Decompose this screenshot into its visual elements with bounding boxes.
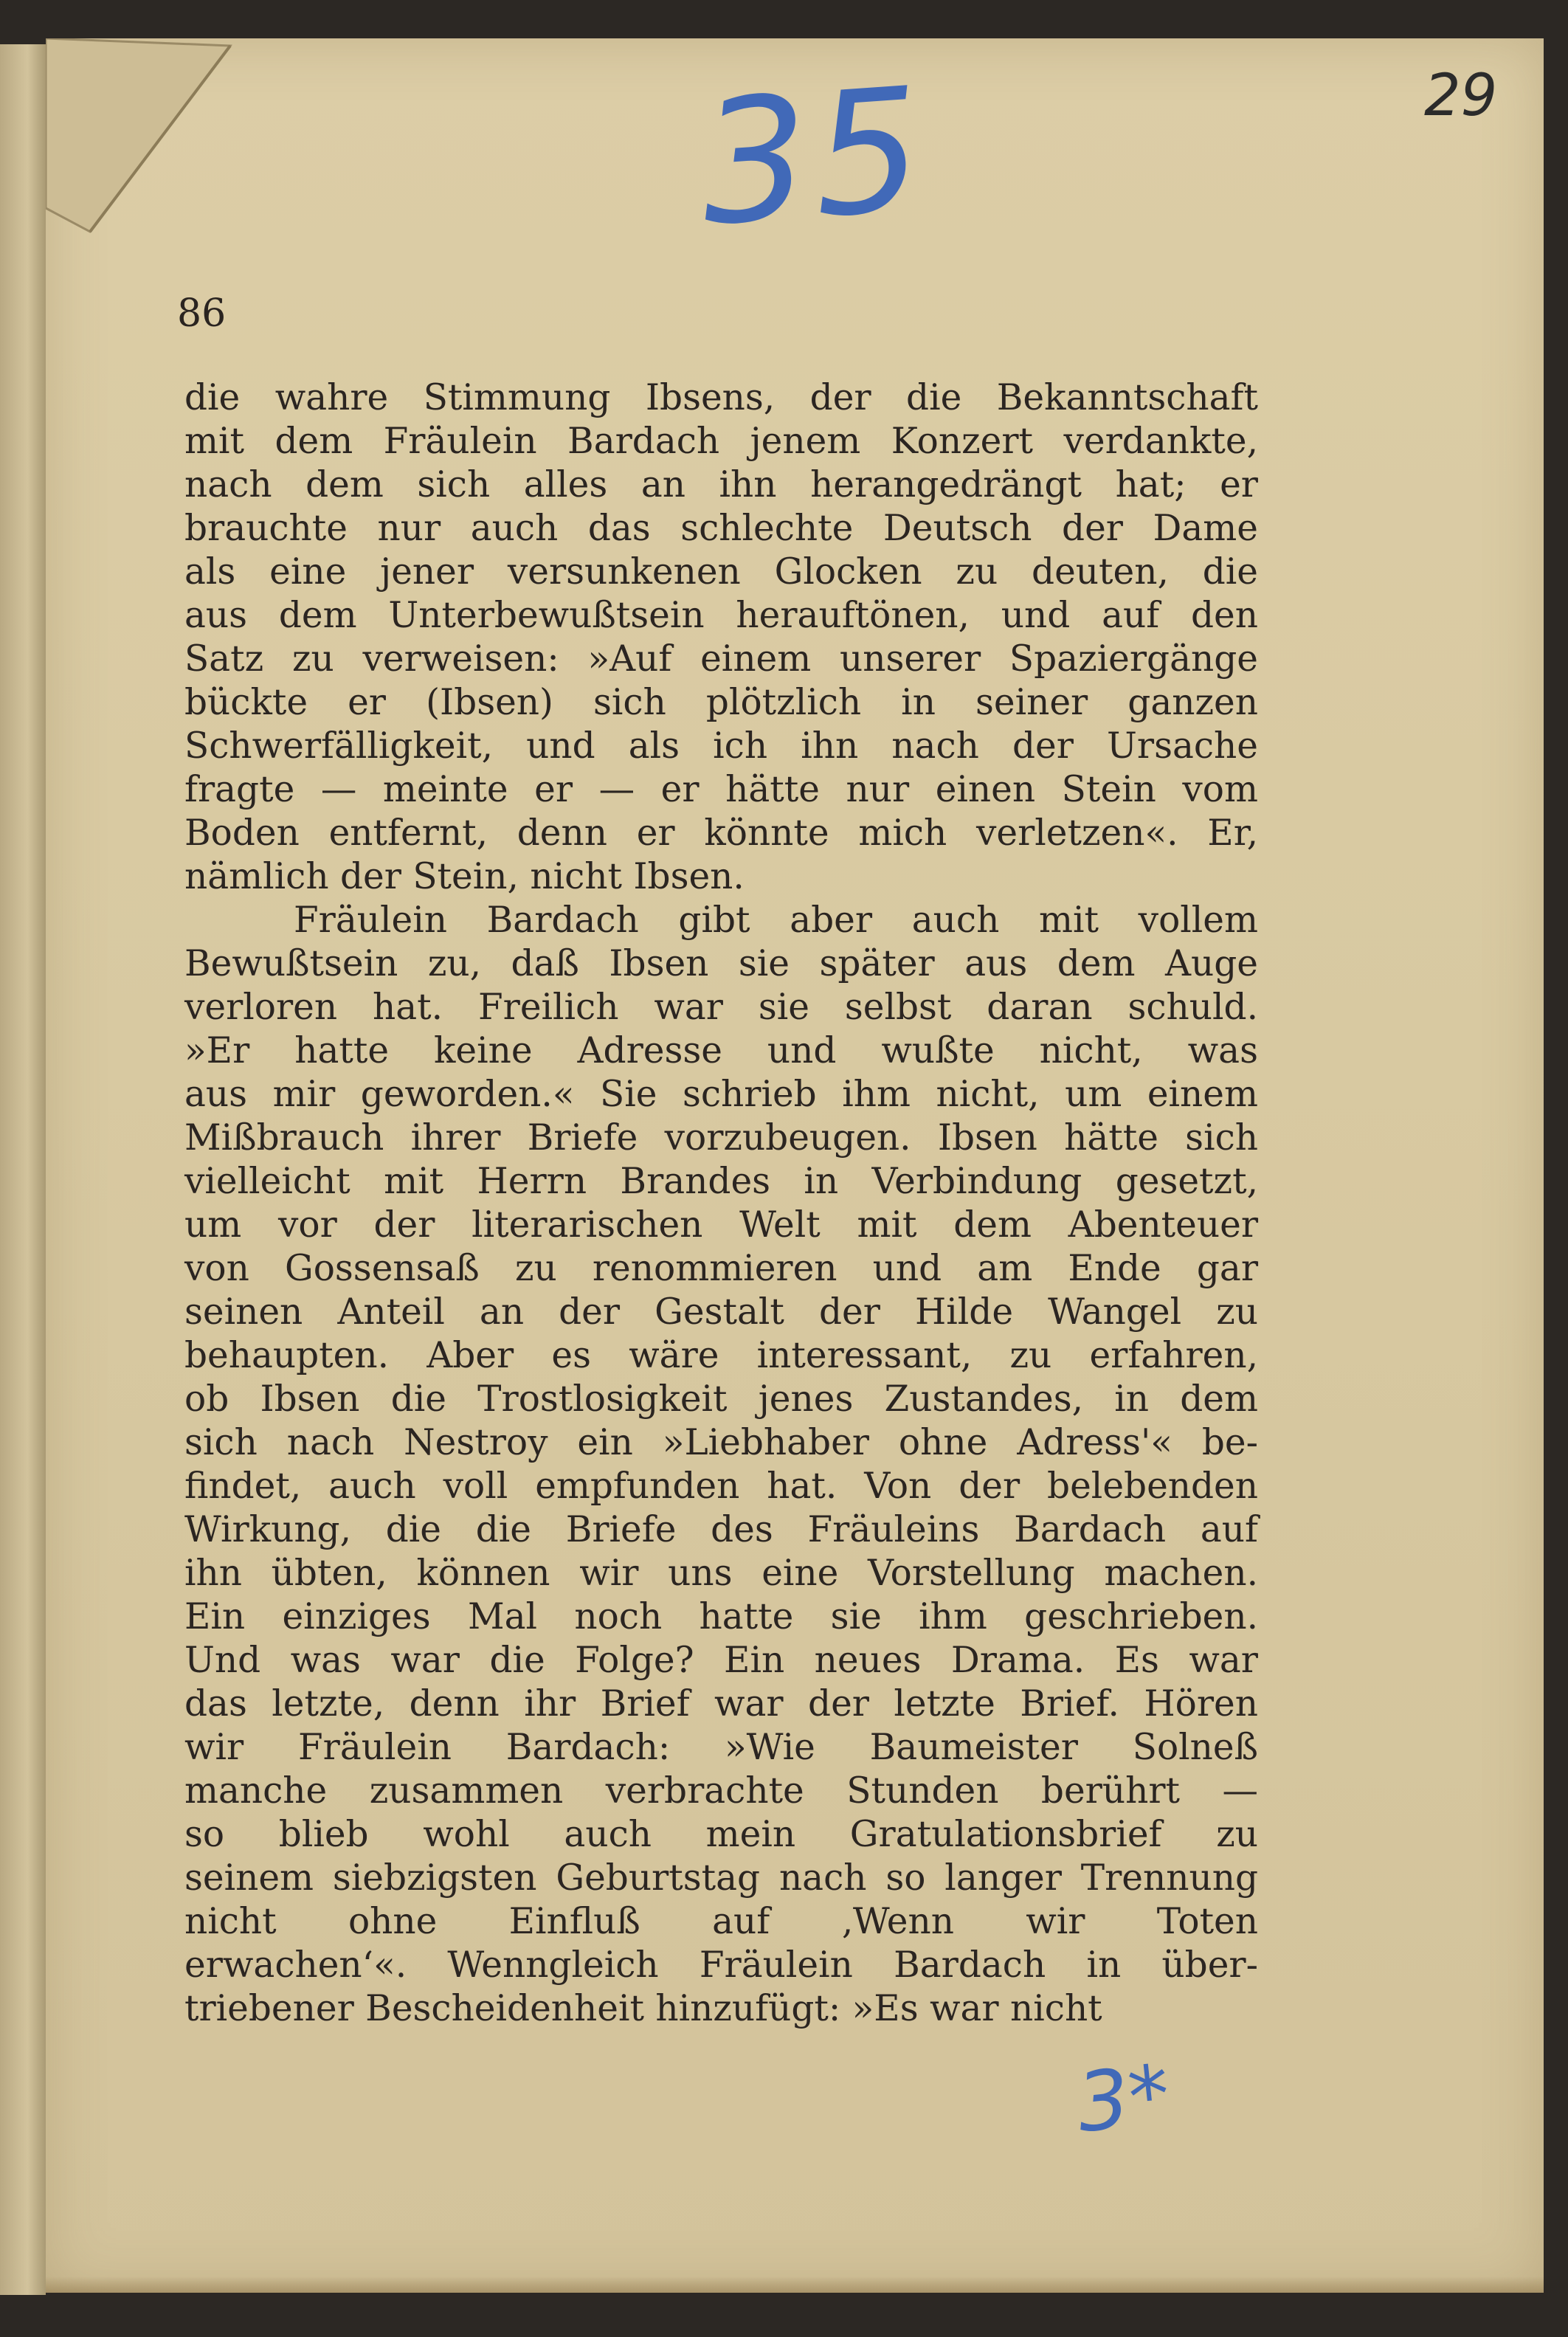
text-line: wir Fräulein Bardach: »Wie Baumeister Solneß — [184, 1727, 1258, 1768]
text-line: nicht ohne Einfluß auf ‚Wenn wir Toten — [184, 1901, 1258, 1942]
text-line: manche zusammen verbrachte Stunden berührt — — [184, 1770, 1258, 1812]
corner-fold — [46, 38, 238, 238]
text-line: verloren hat. Freilich war sie selbst daran schuld. — [184, 987, 1258, 1028]
text-line: das letzte, denn ihr Brief war der letzte Brief. Hören — [184, 1683, 1258, 1725]
text-line: seinem siebzigsten Geburtstag nach so langer Trennung — [184, 1857, 1258, 1899]
text-line: bückte er (Ibsen) sich plötzlich in seiner ganzen — [184, 682, 1258, 723]
handwritten-annotation-top: 35 — [694, 51, 933, 264]
text-line: erwachen‘«. Wenngleich Fräulein Bardach in über- — [184, 1944, 1258, 1986]
text-line: aus dem Unterbewußtsein herauftönen, und auf den — [184, 595, 1258, 636]
paragraph — [184, 376, 1258, 899]
body-text — [184, 376, 1258, 2031]
paragraph — [184, 899, 1258, 2031]
handwritten-annotation-bottom: 3* — [1072, 2046, 1175, 2151]
text-line: aus mir geworden.« Sie schrieb ihm nicht, um einem — [184, 1074, 1258, 1115]
text-line: Schwerfälligkeit, und als ich ihn nach der Ursache — [184, 725, 1258, 767]
text-line: ob Ibsen die Trostlosigkeit jenes Zustandes, in dem — [184, 1378, 1258, 1420]
text-line: die wahre Stimmung Ibsens, der die Bekanntschaft — [184, 377, 1258, 418]
text-line: Satz zu verweisen: »Auf einem unserer Spaziergänge — [184, 638, 1258, 680]
text-line: Mißbrauch ihrer Briefe vorzubeugen. Ibsen hätte sich — [184, 1117, 1258, 1159]
previous-page-edge — [0, 44, 46, 2295]
text-line: vielleicht mit Herrn Brandes in Verbindung gesetzt, — [184, 1161, 1258, 1202]
text-line: sich nach Nestroy ein »Liebhaber ohne Adress'« be- — [184, 1422, 1258, 1463]
text-line: findet, auch voll empfunden hat. Von der belebenden — [184, 1466, 1258, 1507]
text-line: von Gossensaß zu renommieren und am Ende gar — [184, 1248, 1258, 1289]
text-line: behaupten. Aber es wäre interessant, zu erfahren, — [184, 1335, 1258, 1376]
text-line: fragte — meinte er — er hätte nur einen Stein vom — [184, 769, 1258, 810]
text-line: so blieb wohl auch mein Gratulationsbrief zu — [184, 1814, 1258, 1855]
text-line: nach dem sich alles an ihn herangedrängt hat; er — [184, 464, 1258, 505]
handwritten-folio-number: 29 — [1424, 63, 1498, 129]
text-line: »Er hatte keine Adresse und wußte nicht, was — [184, 1030, 1258, 1071]
text-line: nämlich der Stein, nicht Ibsen. — [184, 856, 745, 897]
text-line: Wirkung, die die Briefe des Fräuleins Bardach auf — [184, 1509, 1258, 1550]
text-line: um vor der literarischen Welt mit dem Abenteuer — [184, 1204, 1258, 1246]
text-line: ihn übten, können wir uns eine Vorstellung machen. — [184, 1553, 1258, 1594]
text-line: Boden entfernt, denn er könnte mich verletzen«. Er, — [184, 812, 1258, 854]
page-number: 86 — [177, 291, 227, 336]
text-line: Ein einziges Mal noch hatte sie ihm geschrieben. — [184, 1596, 1258, 1637]
text-line: Und was war die Folge? Ein neues Drama. Es war — [184, 1640, 1258, 1681]
text-line: brauchte nur auch das schlechte Deutsch der Dame — [184, 508, 1258, 549]
text-line: mit dem Fräulein Bardach jenem Konzert verdankte, — [184, 421, 1258, 462]
text-line: Fräulein Bardach gibt aber auch mit vollem — [294, 900, 1258, 941]
text-line: Bewußtsein zu, daß Ibsen sie später aus dem Auge — [184, 943, 1258, 984]
text-line: seinen Anteil an der Gestalt der Hilde Wangel zu — [184, 1291, 1258, 1333]
page-bottom-shadow — [46, 2276, 1544, 2293]
text-line: triebener Bescheidenheit hinzufügt: »Es war nicht — [184, 1988, 1102, 2029]
text-line: als eine jener versunkenen Glocken zu deuten, die — [184, 551, 1258, 593]
